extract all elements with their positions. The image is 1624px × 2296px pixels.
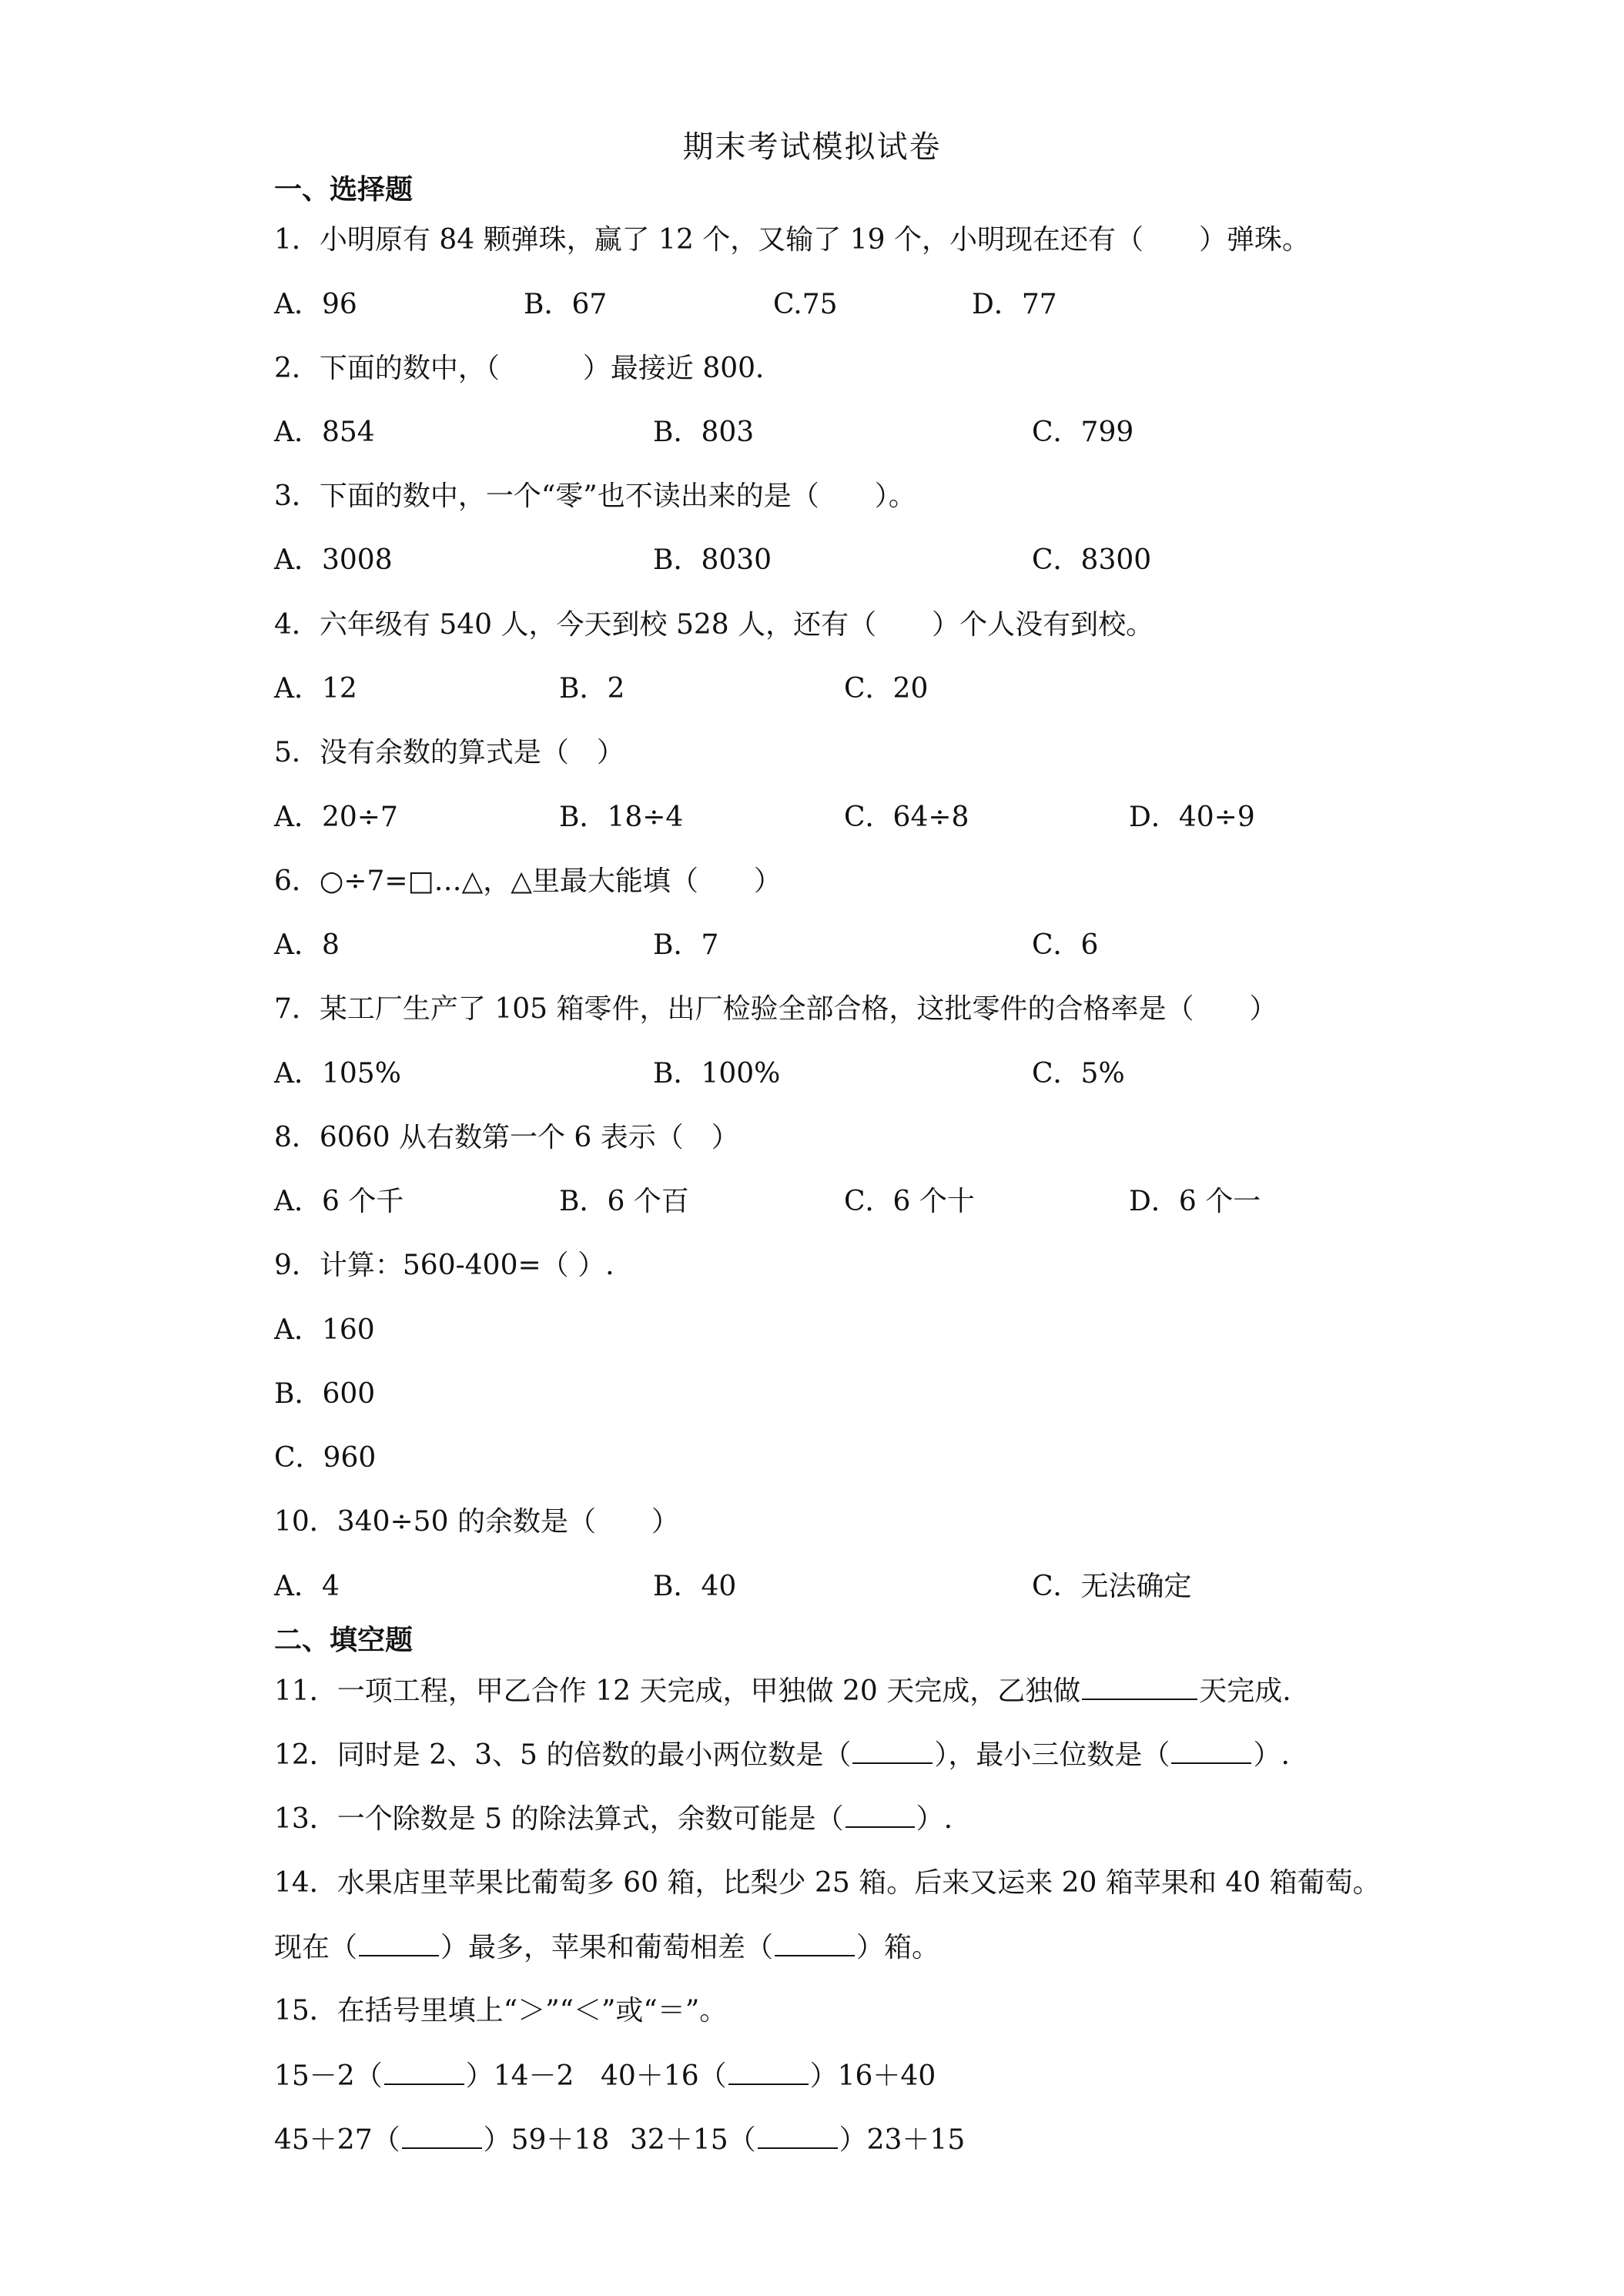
q2-option-a[interactable]: A．854 [274, 417, 375, 448]
q8-option-a[interactable]: A．6 个千 [274, 1186, 404, 1217]
q5-option-d[interactable]: D．40÷9 [1129, 802, 1255, 833]
q14-text-2: ）最多，苹果和葡萄相差（ [440, 1932, 774, 1963]
q12-text-2: ），最小三位数是（ [934, 1739, 1170, 1771]
q5-option-b[interactable]: B．18÷4 [559, 802, 684, 833]
q13-blank-remainder[interactable] [845, 1802, 915, 1828]
q14-blank-difference[interactable] [775, 1930, 855, 1956]
q12-blank-three-digit[interactable] [1171, 1738, 1251, 1764]
q15-4-right: ）23＋15 [839, 2124, 966, 2156]
q15-3-blank[interactable] [402, 2123, 482, 2149]
q7-option-a[interactable]: A．105% [274, 1058, 401, 1089]
q6-option-c[interactable]: C．6 [1032, 929, 1099, 961]
section-heading-choice: 一、选择题 [274, 173, 414, 206]
q8-option-d[interactable]: D．6 个一 [1129, 1186, 1261, 1217]
q10-option-b[interactable]: B．40 [653, 1571, 737, 1602]
q4-option-b[interactable]: B．2 [559, 673, 625, 705]
q14-text-1: 现在（ [274, 1932, 358, 1963]
q2-option-b[interactable]: B．803 [653, 417, 755, 448]
q11-answer-blank[interactable] [1082, 1674, 1197, 1700]
q7-option-c[interactable]: C．5% [1032, 1058, 1125, 1089]
q10-option-a[interactable]: A．4 [274, 1571, 340, 1602]
section-heading-fill: 二、填空题 [274, 1624, 414, 1656]
q4-option-c[interactable]: C．20 [844, 673, 929, 705]
q1-option-d[interactable]: D．77 [972, 289, 1057, 320]
question-10: 10．340÷50 的余数是（ ） [274, 1506, 679, 1538]
q15-1-left: 15－2（ [274, 2060, 383, 2092]
q14-blank-most[interactable] [359, 1930, 439, 1956]
page-title: 期末考试模拟试卷 [682, 129, 942, 165]
q1-option-b[interactable]: B．67 [524, 289, 608, 320]
question-12 [274, 1738, 1290, 1772]
q15-1-right: ）14－2 [465, 2060, 574, 2092]
question-5: 5．没有余数的算式是（ ） [274, 737, 624, 768]
question-15: 15．在括号里填上“＞”“＜”或“＝”。 [274, 1995, 728, 2027]
q15-1-blank[interactable] [384, 2059, 464, 2085]
q15-4-blank[interactable] [758, 2123, 838, 2149]
q6-option-b[interactable]: B．7 [653, 929, 719, 961]
question-1: 1．小明原有 84 颗弹珠，赢了 12 个，又输了 19 个，小明现在还有（ ）弹珠。 [274, 224, 1310, 256]
q4-option-a[interactable]: A．12 [274, 673, 357, 705]
q15-2-left: 40＋16（ [601, 2060, 727, 2092]
q1-option-c[interactable]: C.75 [773, 289, 838, 320]
question-11 [274, 1674, 1291, 1709]
q12-blank-two-digit[interactable] [852, 1738, 933, 1764]
q9-option-a[interactable]: A．160 [274, 1314, 375, 1346]
q15-compare-1 [274, 2059, 574, 2094]
q6-option-a[interactable]: A．8 [274, 929, 340, 961]
question-14-line-1: 14．水果店里苹果比葡萄多 60 箱，比梨少 25 箱。后来又运来 20 箱苹果和 40 箱葡萄。 [274, 1867, 1381, 1899]
q9-option-b[interactable]: B．600 [274, 1378, 376, 1410]
q15-compare-3 [274, 2123, 609, 2157]
question-6: 6．○÷7=□…△，△里最大能填（ ） [274, 865, 782, 897]
q15-3-right: ）59＋18 [483, 2124, 610, 2156]
q15-4-left: 32＋15（ [630, 2124, 756, 2156]
question-3: 3．下面的数中，一个“零”也不读出来的是（ ）。 [274, 480, 916, 512]
q12-text-3: ）. [1253, 1739, 1290, 1771]
q11-text-end: 天完成. [1199, 1675, 1291, 1707]
q10-option-c[interactable]: C．无法确定 [1032, 1571, 1192, 1602]
question-13 [274, 1802, 953, 1836]
q15-compare-2 [601, 2059, 936, 2094]
q13-text-1: 13．一个除数是 5 的除法算式，余数可能是（ [274, 1803, 844, 1835]
q9-option-c[interactable]: C．960 [274, 1442, 377, 1474]
q12-text-1: 12．同时是 2、3、5 的倍数的最小两位数是（ [274, 1739, 852, 1771]
q14-text-3: ）箱。 [856, 1932, 940, 1963]
question-9: 9．计算：560-400=（ ）. [274, 1250, 614, 1281]
question-4: 4．六年级有 540 人，今天到校 528 人，还有（ ）个人没有到校。 [274, 609, 1154, 641]
question-8: 8．6060 从右数第一个 6 表示（ ） [274, 1122, 739, 1153]
question-14-line-2 [274, 1930, 939, 1965]
q1-option-a[interactable]: A．96 [274, 289, 357, 320]
q8-option-b[interactable]: B．6 个百 [559, 1186, 689, 1217]
q3-option-b[interactable]: B．8030 [653, 544, 772, 576]
q5-option-a[interactable]: A．20÷7 [274, 802, 398, 833]
q13-text-2: ）. [916, 1803, 953, 1835]
q2-option-c[interactable]: C．799 [1032, 417, 1134, 448]
q3-option-c[interactable]: C．8300 [1032, 544, 1152, 576]
q5-option-c[interactable]: C．64÷8 [844, 802, 969, 833]
question-7: 7．某工厂生产了 105 箱零件，出厂检验全部合格，这批零件的合格率是（ ） [274, 993, 1277, 1025]
q15-2-right: ）16＋40 [809, 2060, 936, 2092]
q3-option-a[interactable]: A．3008 [274, 544, 393, 576]
q7-option-b[interactable]: B．100% [653, 1058, 781, 1089]
q15-3-left: 45＋27（ [274, 2124, 400, 2156]
question-2: 2．下面的数中，（ ）最接近 800． [274, 353, 784, 384]
q15-2-blank[interactable] [728, 2059, 809, 2085]
q15-compare-4 [630, 2123, 965, 2157]
q8-option-c[interactable]: C．6 个十 [844, 1186, 975, 1217]
q11-text-start: 11．一项工程，甲乙合作 12 天完成，甲独做 20 天完成，乙独做 [274, 1675, 1081, 1707]
